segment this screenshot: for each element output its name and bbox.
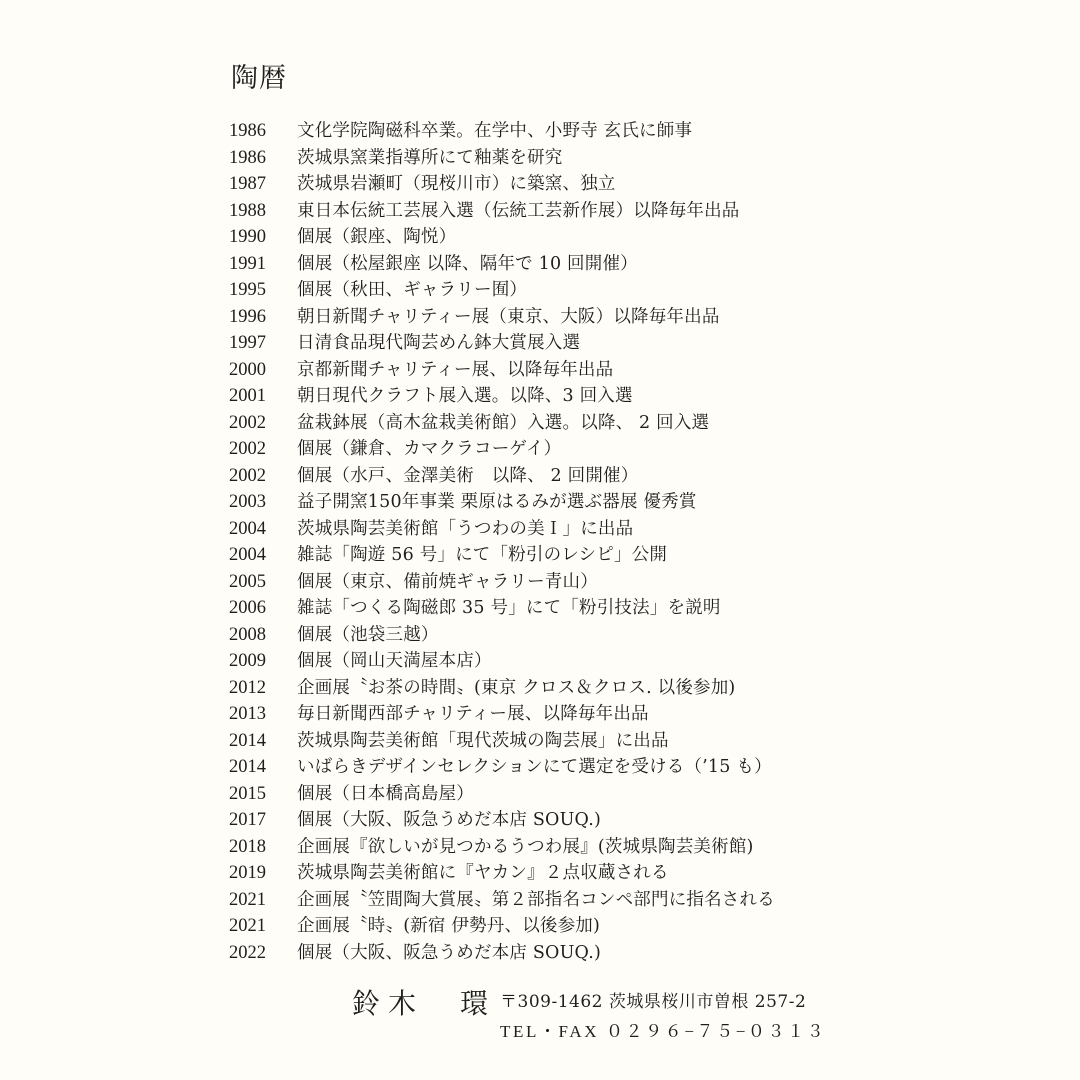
history-year: 2002 [229, 439, 266, 459]
history-event: 盆栽鉢展（高木盆栽美術館）入選。以降、 2 回入選 [297, 412, 710, 433]
history-year: 2019 [229, 863, 266, 883]
history-event: 文化学院陶磁科卒業。在学中、小野寺 玄氏に師事 [297, 121, 693, 141]
history-entry [229, 330, 775, 357]
history-entry [229, 171, 775, 198]
history-event: 雑誌「陶遊 56 号」にて「粉引のレシピ」公開 [297, 545, 668, 565]
history-year: 1991 [229, 253, 266, 274]
history-year: 2008 [229, 624, 266, 645]
history-entry [229, 781, 775, 808]
history-year: 2013 [229, 704, 266, 724]
history-year: 2022 [229, 942, 266, 963]
history-year: 2003 [229, 492, 266, 512]
history-year: 2002 [229, 412, 266, 433]
history-entry [229, 489, 775, 516]
history-event: 個展（東京、備前焼ギャラリー青山） [297, 571, 598, 592]
history-entry [229, 622, 775, 649]
history-event: 個展（岡山天満屋本店） [297, 651, 492, 671]
history-year: 2002 [229, 465, 266, 486]
history-year: 2000 [229, 359, 266, 380]
history-entry [229, 675, 775, 702]
history-entry [229, 304, 775, 331]
history-year: 2009 [229, 651, 266, 671]
history-year: 2004 [229, 518, 266, 539]
history-event: 個展（松屋銀座 以降、隔年で 10 回開催） [297, 253, 638, 274]
history-year: 1995 [229, 280, 266, 300]
history-year: 1990 [229, 227, 266, 247]
history-year: 2018 [229, 836, 266, 857]
history-year: 2004 [229, 545, 266, 565]
history-entry [229, 860, 775, 887]
history-event: 企画展〝時〟(新宿 伊勢丹、以後参加) [297, 916, 601, 936]
history-event: 茨城県陶芸美術館「現代茨城の陶芸展」に出品 [297, 730, 669, 751]
history-event: 企画展〝お茶の時間〟(東京 クロス＆クロス. 以後参加) [297, 677, 736, 698]
postal-address: 〒309-1462 茨城県桜川市曽根 257-2 [500, 992, 807, 1012]
history-event: 企画展〝笠間陶大賞展〟第２部指名コンペ部門に指名される [297, 889, 775, 910]
history-event: 個展（池袋三越） [297, 624, 439, 645]
history-year: 2001 [229, 386, 266, 406]
history-entry [229, 542, 775, 569]
history-entry [229, 701, 775, 728]
history-year: 2014 [229, 757, 266, 777]
history-entry [229, 754, 775, 781]
history-event: 茨城県陶芸美術館「うつわの美Ｉ」に出品 [297, 518, 634, 539]
history-entry [229, 463, 775, 490]
history-entry [229, 913, 775, 940]
tel-fax: TEL・FAX ０２９６−７５−０３１３ [500, 1022, 827, 1041]
history-entry [229, 887, 775, 914]
history-event: 個展（大阪、阪急うめだ本店 SOUQ.) [297, 942, 602, 963]
history-event: 日清食品現代陶芸めん鉢大賞展入選 [297, 333, 581, 353]
history-year: 1987 [229, 174, 266, 194]
history-entry [229, 436, 775, 463]
history-year: 2012 [229, 677, 266, 698]
history-year: 1986 [229, 121, 266, 141]
history-year: 2021 [229, 916, 266, 936]
history-event: 個展（大阪、阪急うめだ本店 SOUQ.) [297, 810, 602, 830]
history-year: 2017 [229, 810, 266, 830]
history-event: 企画展『欲しいが見つかるうつわ展』(茨城県陶芸美術館) [297, 836, 754, 857]
history-entry [229, 516, 775, 543]
history-entry [229, 145, 775, 172]
signature-block [352, 986, 826, 1046]
contact-info [500, 986, 826, 1046]
history-event: 個展（水戸、金澤美術 以降、 2 回開催） [297, 465, 639, 486]
history-year: 2006 [229, 598, 266, 618]
history-event: 毎日新聞西部チャリティー展、以降毎年出品 [297, 704, 649, 724]
history-event: 茨城県陶芸美術館に『ヤカン』２点収蔵される [297, 863, 669, 883]
history-year: 2014 [229, 730, 266, 751]
history-year: 2015 [229, 783, 266, 804]
history-year: 1997 [229, 333, 266, 353]
history-entry [229, 569, 775, 596]
history-entry [229, 357, 775, 384]
history-entry [229, 118, 775, 145]
history-event: 朝日新聞チャリティー展（東京、大阪）以降毎年出品 [297, 306, 720, 327]
history-entry [229, 648, 775, 675]
history-entry [229, 251, 775, 278]
history-event: 京都新聞チャリティー展、以降毎年出品 [297, 359, 614, 380]
history-event: 個展（銀座、陶悦） [297, 227, 457, 247]
history-entry [229, 728, 775, 755]
history-event: いばらきデザインセレクションにて選定を受ける（’15 も） [297, 757, 772, 777]
history-event: 個展（日本橋高島屋） [297, 783, 474, 804]
page-title: 陶暦 [231, 63, 287, 94]
history-event: 益子開窯150年事業 栗原はるみが選ぶ器展 優秀賞 [297, 492, 697, 512]
history-entry [229, 410, 775, 437]
history-entry [229, 277, 775, 304]
history-year: 1996 [229, 306, 266, 327]
history-year: 2005 [229, 571, 266, 592]
history-entry [229, 940, 775, 967]
history-entry [229, 834, 775, 861]
history-event: 茨城県窯業指導所にて釉薬を研究 [297, 147, 563, 168]
history-entry [229, 807, 775, 834]
history-event: 茨城県岩瀬町（現桜川市）に築窯、独立 [297, 174, 616, 194]
history-event: 雑誌「つくる陶磁郎 35 号」にて「粉引技法」を説明 [297, 598, 721, 618]
history-entry [229, 595, 775, 622]
history-entry [229, 224, 775, 251]
history-event: 東日本伝統工芸展入選（伝統工芸新作展）以降毎年出品 [297, 200, 740, 221]
history-year: 1988 [229, 200, 266, 221]
exhibition-history-list [229, 118, 775, 966]
history-event: 個展（秋田、ギャラリー囿） [297, 280, 528, 300]
history-event: 朝日現代クラフト展入選。以降、3 回入選 [297, 386, 633, 406]
history-year: 2021 [229, 889, 266, 910]
artist-name: 鈴木 環 [352, 987, 497, 1020]
history-entry [229, 383, 775, 410]
history-entry [229, 198, 775, 225]
history-year: 1986 [229, 147, 266, 168]
history-event: 個展（鎌倉、カマクラコーゲイ） [297, 439, 562, 459]
